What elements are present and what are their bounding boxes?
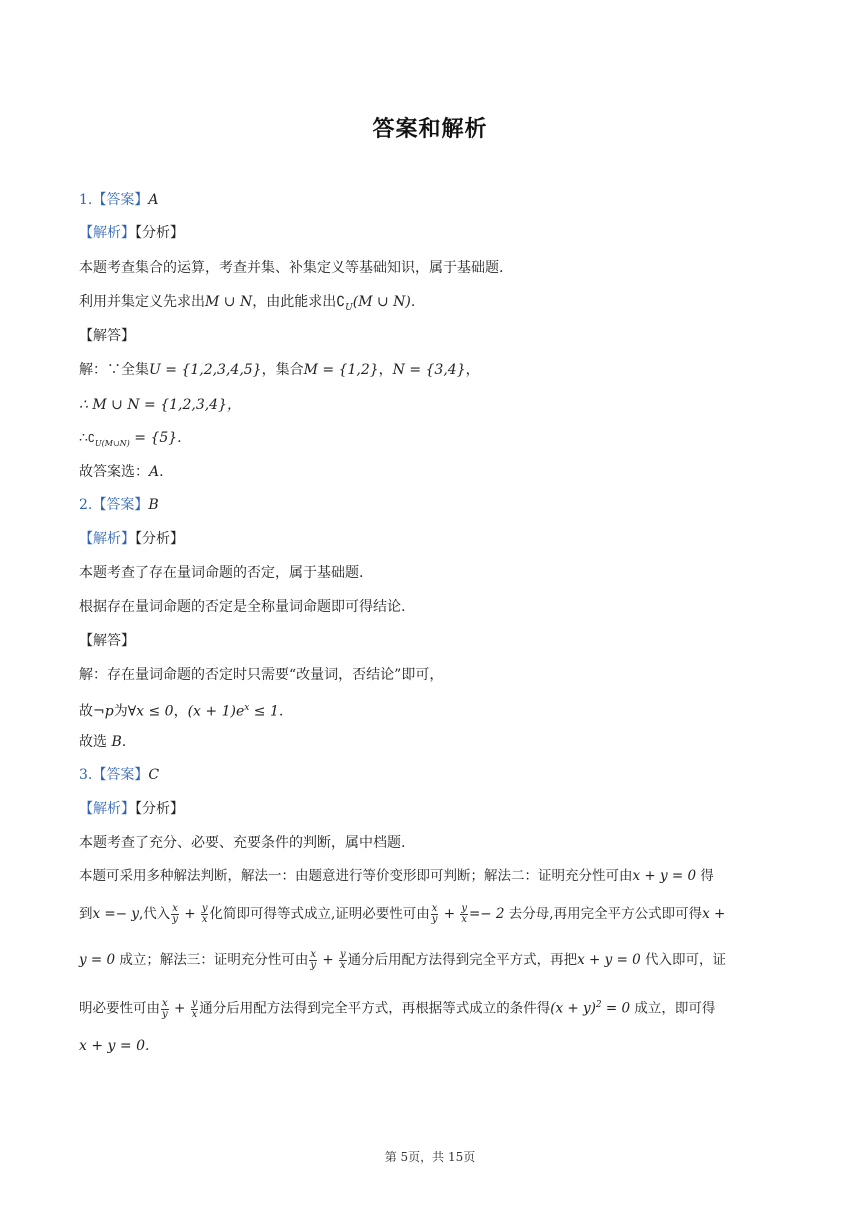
frac-den: x [339,960,346,971]
q1-text-5d: = {5}. [129,430,182,446]
frac-den: x [201,914,208,925]
q1-text-2f: (M ∪ N) [352,294,411,310]
q3-para-line-2 [79,904,725,925]
q1-text-5c: U(M∪N) [94,438,130,448]
q1-answer-tag: 【答案】 [92,192,149,208]
q1-solution-tag: 【解答】 [79,328,135,344]
q3-p2e: =− 2 [468,906,505,922]
q3-p4f: 成立，即可得 [630,1000,716,1017]
q1-text-6a: 故答案选： [79,464,149,480]
fraction-x-over-y [161,999,169,1020]
frac-den: x [191,1008,198,1020]
q2-text-4d: ∀x ≤ 0 [127,703,174,720]
plus-sign: + [439,906,460,922]
fraction-y-over-x [339,950,347,971]
q1-text-2b: M ∪ N [205,294,253,310]
q2-text-4c: 为 [113,703,128,720]
q1-text-1: 本题考查集合的运算，考查并集、补集定义等基础知识，属于基础题. [79,260,504,276]
q2-answer-line [79,495,159,515]
q3-p2b: x =− y [92,906,139,922]
q3-analysis-line [79,799,184,819]
q1-text-6 [79,462,164,482]
page-footer: 第 5页，共 15页 [384,1150,476,1164]
q1-text-3f: N = {3,4} [392,362,466,378]
q3-p3d: x + y = 0 [577,952,641,968]
q2-text-5c: . [121,734,127,750]
q3-p1b: x + y = 0 [632,868,697,884]
q1-answer-line [79,190,158,210]
q3-p2f: 去分母,再用完全平方公式即可得 [504,906,703,922]
fraction-y-over-x [460,904,468,925]
q2-text-4b: ¬p [93,703,114,720]
q1-text-3c: ，集合 [261,362,304,378]
q1-text-4: ∴ M ∪ N = {1,2,3,4}， [79,397,241,413]
q2-text-4h: ≤ 1 [249,703,279,720]
frac-den: y [172,914,178,925]
q1-text-2 [79,292,415,318]
q1-text-3b: U = {1,2,3,4,5} [149,362,262,378]
q2-text-5 [79,732,126,752]
q2-text-5b: B [111,734,122,750]
q2-text-4f: (x + 1)e [187,703,245,720]
q3-para-line-4 [79,995,715,1020]
page-title: 答案和解析 [372,117,488,142]
q2-text-4 [79,698,283,722]
q1-text-2c: ，由此能求出 [252,294,337,310]
q3-answer: C [148,767,160,783]
q3-p1a: 本题可采用多种解法判断，解法一：由题意进行等价变形即可判断；解法二：证明充分性可由 [79,868,633,884]
frac-num: x [431,903,438,914]
plus-sign: + [179,906,200,922]
q1-text-3e: ， [378,362,393,378]
fraction-x-over-y [431,904,439,925]
q1-analysis-tag: 【解析】 [79,225,135,241]
q3-p4e: = 0 [601,1000,631,1017]
q2-text-1: 本题考查了存在量词命题的否定，属于基础题. [79,565,364,581]
q1-text-3d: M = {1,2} [303,362,379,378]
q3-fenxi-tag: 【分析】 [135,801,184,817]
q3-p4b: 通分后用配方法得到完全平方式，再根据等式成立的条件得 [199,1000,551,1017]
q3-para-line-3 [79,950,726,971]
q3-p4c: (x + y) [550,1000,596,1017]
q1-text-5a: ∴ [79,430,88,446]
q3-para-line-1 [79,866,714,886]
q3-analysis-tag: 【解析】 [79,801,135,817]
q1-analysis-line [79,223,184,243]
frac-den: y [310,960,317,971]
q3-p2g: x + [702,906,726,922]
frac-den: x [461,914,467,925]
q1-text-2g: . [410,294,416,310]
q2-analysis-tag: 【解析】 [79,531,135,547]
frac-den: y [431,914,438,925]
q3-p2a: 到 [79,906,93,922]
fraction-y-over-x [191,999,199,1020]
q2-number: 2. [79,497,93,513]
q3-p3a: y = 0 [79,952,116,968]
q1-text-6c: . [159,464,164,480]
q3-p3e: 代入即可，证 [640,952,727,968]
q3-p3c: 通分后用配方法得到完全平方式，再把 [347,952,578,968]
q3-p2c: ,代入 [138,906,171,922]
plus-sign: + [169,1000,190,1017]
frac-num: y [339,949,346,960]
q3-para-line-5: x + y = 0. [79,1038,150,1054]
q1-number: 1. [79,192,93,208]
q3-answer-tag: 【答案】 [92,767,149,783]
q3-number: 3. [79,767,93,783]
frac-num: y [461,903,467,914]
frac-num: y [201,903,208,914]
q2-text-4e: ， [173,703,188,720]
q2-fenxi-tag: 【分析】 [135,531,184,547]
q2-analysis-line [79,529,184,549]
frac-num: x [172,903,178,914]
q2-answer: B [148,497,159,513]
q2-text-5a: 故选 [79,734,112,750]
q1-text-2a: 利用并集定义先求出 [79,294,205,310]
q2-solution-tag: 【解答】 [79,633,135,649]
q1-text-2e: U [345,302,353,313]
q1-text-3g: ， [465,362,480,378]
q1-text-5 [79,428,182,454]
q1-text-3a: 解：∵全集 [79,362,149,378]
q1-text-3 [79,360,480,380]
q1-fenxi-tag: 【分析】 [135,225,184,241]
q3-answer-line [79,765,159,785]
q1-text-6b: A [149,464,160,480]
frac-num: x [310,949,317,960]
q3-text-1: 本题考查了充分、必要、充要条件的判断，属中档题. [79,835,406,851]
q3-p3b: 成立；解法三：证明充分性可由 [115,952,309,968]
plus-sign: + [318,952,338,968]
q2-text-2: 根据存在量词命题的否定是全称量词命题即可得结论. [79,599,406,615]
frac-num: x [162,997,168,1009]
q1-text-2d: ∁ [336,294,346,310]
q1-answer: A [148,192,159,208]
q3-p2d: 化简即可得等式成立,证明必要性可由 [209,906,430,922]
fraction-y-over-x [201,904,209,925]
q2-text-4g: x [244,703,250,713]
q3-p4a: 明必要性可由 [79,1000,160,1017]
fraction-x-over-y [171,904,179,925]
frac-den: y [162,1008,168,1020]
q3-p4d: 2 [595,1000,602,1010]
q1-text-5b: ∁ [87,432,95,445]
q2-text-3: 解：存在量词命题的否定时只需要“改量词，否结论”即可， [79,667,444,683]
q2-text-4a: 故 [79,703,93,720]
fraction-x-over-y [309,950,317,971]
frac-num: y [191,997,198,1009]
q2-answer-tag: 【答案】 [92,497,149,513]
q2-text-4i: . [278,703,284,720]
q3-p1c: 得 [696,868,714,884]
